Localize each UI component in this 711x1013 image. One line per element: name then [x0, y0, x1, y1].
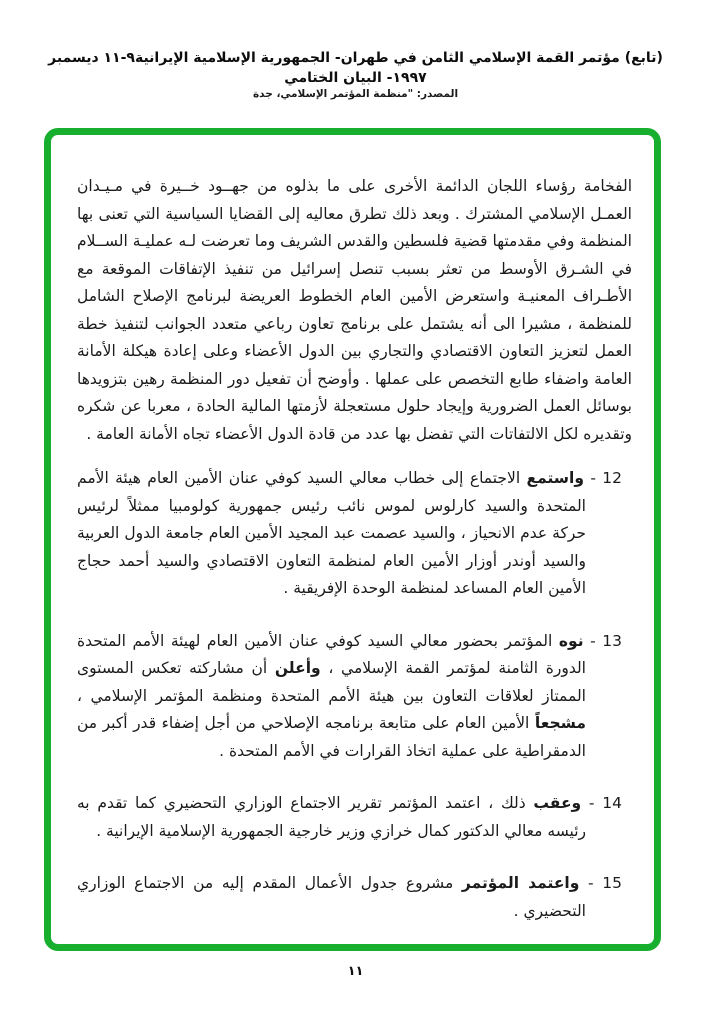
item-number: 14 - [581, 794, 622, 812]
item-text: المؤتمر بحضور معالي السيد كوفي عنان الأمين العام لهيئة الأمم المتحدة الدورة الثامنة لمؤتمر القمة الإسلامي ، [77, 631, 586, 677]
content-frame [44, 128, 661, 951]
source-line: المصدر: "منظمة المؤتمر الإسلامي، جدة [252, 88, 459, 100]
document-body [51, 135, 654, 944]
numbered-items [77, 465, 632, 925]
item-text: مشروع جدول الأعمال المقدم إليه من الاجتماع الوزاري التحضيري . [77, 874, 586, 920]
numbered-item [77, 790, 622, 845]
item-text: أن مشاركته تعكس المستوى الممتاز لعلاقات التعاون بين هيئة الأمم المتحدة ومنظمة المؤتمر الإسلامي ، [77, 659, 586, 705]
numbered-item [77, 465, 622, 603]
numbered-item [77, 870, 622, 925]
page-number: ١١ [347, 964, 364, 979]
item-number: 13 - [583, 631, 623, 650]
numbered-item [77, 628, 622, 766]
item-number: 12 - [584, 469, 622, 487]
item-text: الاجتماع إلى خطاب معالي السيد كوفي عنان الأمين العام هيئة الأمم المتحدة والسيد كارلوس لموس نائب رئيس جمهورية كولومبيا ممثلاً لرئيس حركة عدم الانحياز ، والسيد عصمت عبد المجيد الأمين العام جامعة الدول العربية والسيد أوندر أوزار الأمين العام لمنظمة التعاون الاقتصادي والسيد أحمد حجاج الأمين العام المساعد لمنظمة الوحدة الإفريقية . [77, 469, 586, 597]
item-number: 15 - [579, 874, 622, 892]
item-text: الأمين العام على متابعة برنامجه الإصلاحي من أجل إضفاء قدر أكبر من الدمقراطية على عملية اتخاذ القرارات في الأمم المتحدة . [77, 714, 586, 760]
intro-paragraph: الفخامة رؤساء اللجان الدائمة الأخرى على ما بذلوه من جهــود خــيرة في مـيـدان العمـل الإسلامي المشترك . وبعد ذلك تطرق معاليه إلى القضايا السياسية التي تعنى بها المنظمة وفي مقدمتها قضية فلسطين والقدس الشريف وما تعرضت لـه عمليـة الســلام في الشـرق الأوسط من تعثر بسبب تنصل إسرائيل من تنفيذ الإتفاقات الموقعة مع الأطـراف المعنيـة واستعرض الأمين العام الخطوط العريضة لبرنامج الإصلاح الشامل للمنظمة ، مشيرا الى أنه يشتمل على برنامج تعاون رباعي متعدد الجوانب لتنفيذ خطة العمل لتعزيز التعاون الاقتصادي والتجاري بين الدول الأعضاء وعلى إعادة هيكلة الأمانة العامة واضفاء طابع التخصص على عملها . وأوضح أن تفعيل دور المنظمة رهين بتزويدها بوسائل العمل الضرورية وإيجاد حلول مستعجلة لأزمتها المالية الحادة ، معربا عن شكره وتقديره لكل الالتفاتات التي تفضل بها عدد من قادة الدول الأعضاء تجاه الأمانة العامة . [77, 177, 632, 443]
item-text: ذلك ، اعتمد المؤتمر تقرير الاجتماع الوزاري التحضيري كما تقدم به رئيسه معالي الدكتور كمال خرازي وزير خارجية الجمهورية الإسلامية الإيرانية . [77, 794, 586, 840]
item-lead-word: واعتمد المؤتمر [461, 874, 580, 892]
item-lead-word: واستمع [526, 469, 584, 487]
item-lead-word: وعقب [533, 794, 582, 812]
item-lead-word: مشجعاً [534, 714, 586, 732]
page-header-title: (تابع) مؤتمر القمة الإسلامي الثامن في طهران- الجمهورية الإسلامية الإيرانية٩-١١ ديسمبر ١٩٩٧- البيان الختامي [48, 50, 663, 86]
item-lead-word: وأعلن [274, 659, 321, 677]
item-lead-word: نوه [558, 631, 584, 650]
